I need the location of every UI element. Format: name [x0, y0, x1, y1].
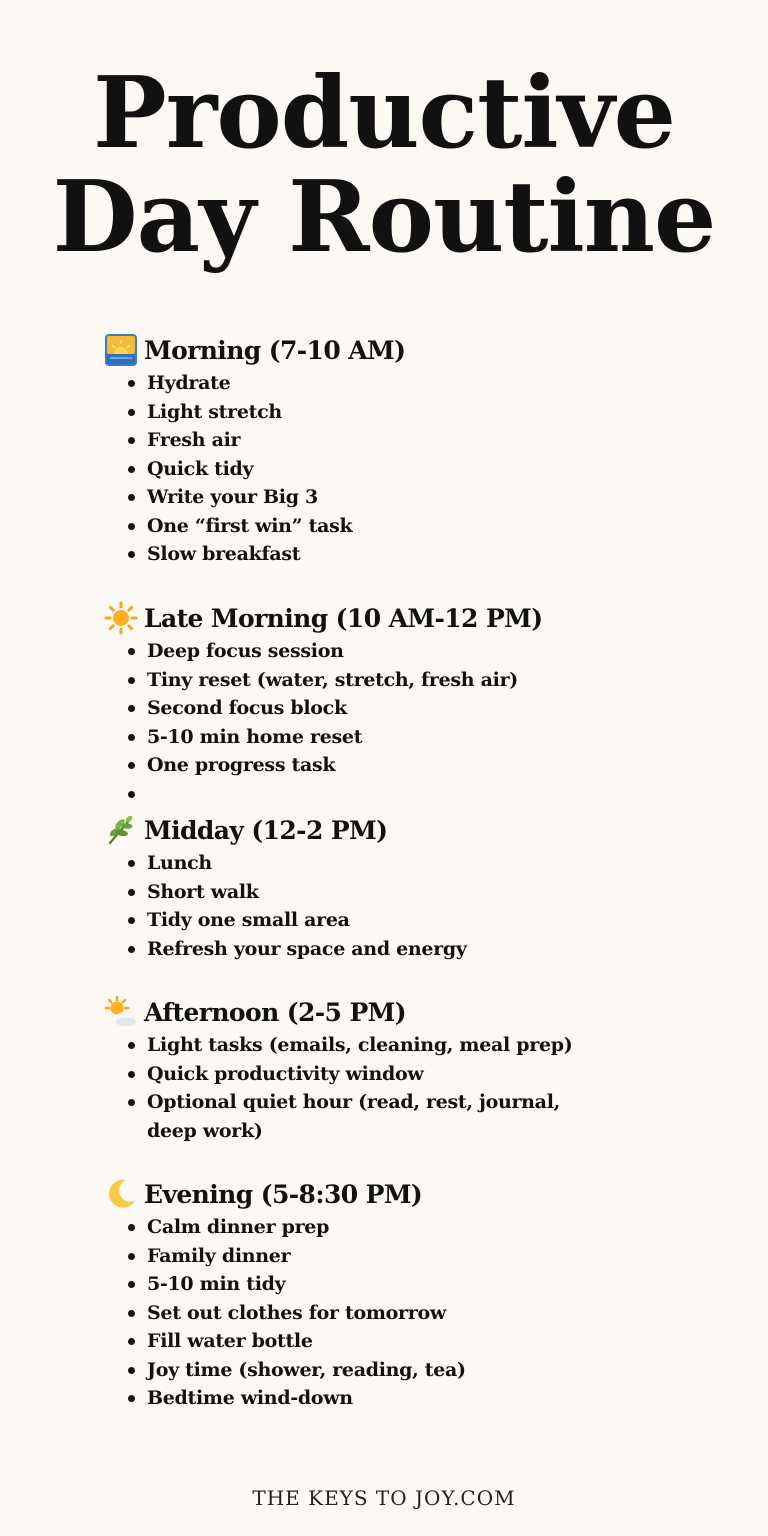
list-item: Calm dinner prep	[104, 1213, 664, 1242]
list-item: Light tasks (emails, cleaning, meal prep)	[104, 1031, 664, 1060]
list-item: Joy time (shower, reading, tea)	[104, 1356, 664, 1385]
list-item: Deep focus session	[104, 637, 664, 666]
list-item: 5-10 min tidy	[104, 1270, 664, 1299]
list-item: Refresh your space and energy	[104, 935, 664, 964]
section-morning	[104, 331, 664, 569]
section-title: Late Morning (10 AM-12 PM)	[144, 603, 543, 633]
list-item: Family dinner	[104, 1242, 664, 1271]
list-item: Bedtime wind-down	[104, 1384, 664, 1413]
list-item: Tiny reset (water, stretch, fresh air)	[104, 666, 664, 695]
list-item	[104, 780, 664, 809]
list-item: Hydrate	[104, 369, 664, 398]
list-item: Light stretch	[104, 398, 664, 427]
item-list	[104, 849, 664, 963]
sun-behind-cloud-icon	[104, 995, 138, 1029]
list-item: Quick tidy	[104, 455, 664, 484]
sunrise-icon	[104, 333, 138, 367]
list-item: One “first win” task	[104, 512, 664, 541]
list-item: Tidy one small area	[104, 906, 664, 935]
section-midday	[104, 811, 664, 963]
list-item: Lunch	[104, 849, 664, 878]
item-list	[104, 637, 664, 808]
section-title: Morning (7-10 AM)	[144, 335, 406, 365]
section-title: Evening (5-8:30 PM)	[144, 1179, 423, 1209]
section-heading	[104, 993, 664, 1031]
crescent-moon-icon	[104, 1177, 138, 1211]
list-item: Slow breakfast	[104, 540, 664, 569]
list-item: One progress task	[104, 751, 664, 780]
section-late-morning	[104, 599, 664, 808]
list-item: Write your Big 3	[104, 483, 664, 512]
list-item: Fill water bottle	[104, 1327, 664, 1356]
item-list	[104, 1031, 664, 1145]
footer-website: THE KEYS TO JOY.COM	[252, 1486, 516, 1510]
section-heading	[104, 331, 664, 369]
list-item: 5-10 min home reset	[104, 723, 664, 752]
sun-icon	[104, 601, 138, 635]
section-afternoon	[104, 993, 664, 1145]
list-item: Set out clothes for tomorrow	[104, 1299, 664, 1328]
list-item: Fresh air	[104, 426, 664, 455]
title-line-1: Productive	[93, 56, 675, 171]
title-line-2: Day Routine	[52, 160, 716, 275]
item-list	[104, 1213, 664, 1413]
page-title	[0, 56, 768, 275]
list-item: Second focus block	[104, 694, 664, 723]
item-list	[104, 369, 664, 569]
section-title: Afternoon (2-5 PM)	[144, 997, 406, 1027]
list-item: Optional quiet hour (read, rest, journal, deep work)	[104, 1088, 587, 1145]
herb-icon	[104, 813, 138, 847]
section-heading	[104, 1175, 664, 1213]
list-item: Quick productivity window	[104, 1060, 664, 1089]
section-title: Midday (12-2 PM)	[144, 815, 388, 845]
list-item: Short walk	[104, 878, 664, 907]
section-heading	[104, 811, 664, 849]
section-evening	[104, 1175, 664, 1413]
section-heading	[104, 599, 664, 637]
